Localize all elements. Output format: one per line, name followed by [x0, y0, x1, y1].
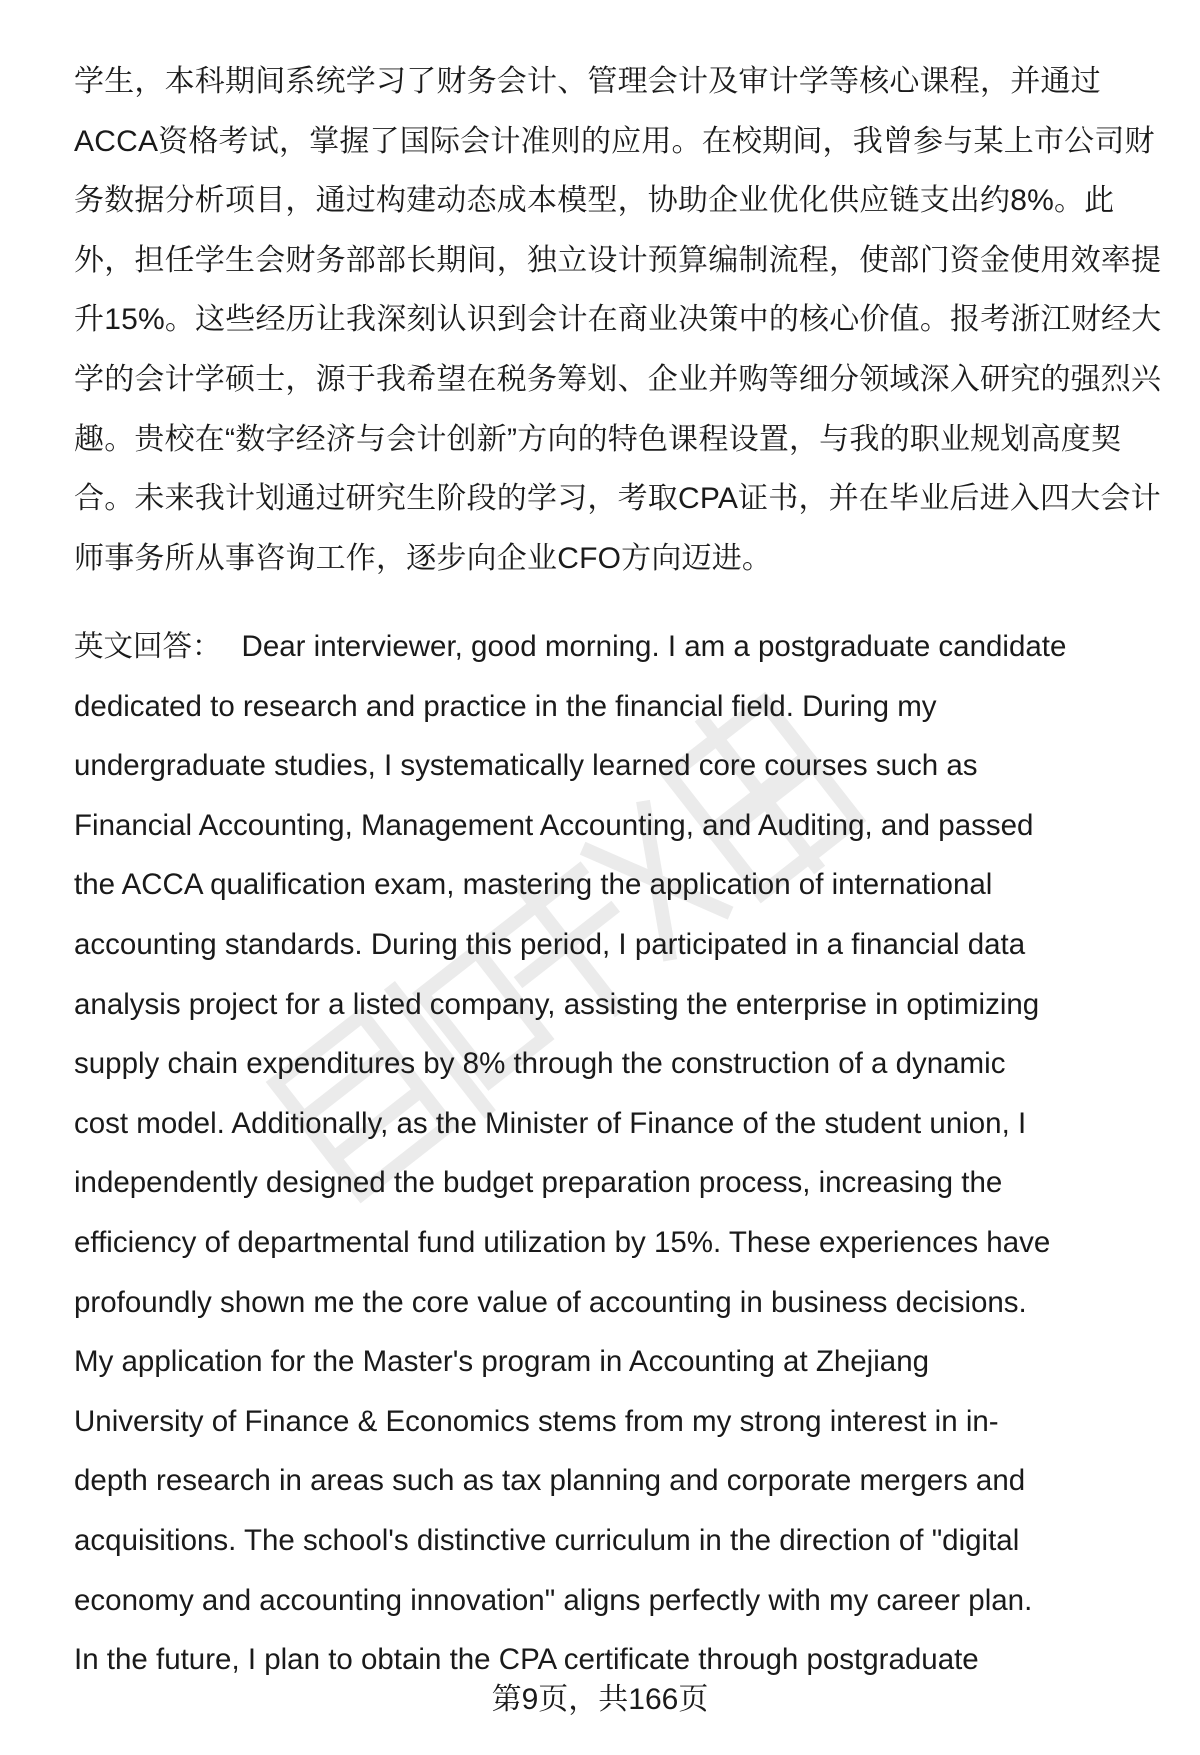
- english-answer-line: analysis project for a listed company, assisting the enterprise in optimizing: [74, 987, 1040, 1021]
- chinese-answer-line: ACCA资格考试，掌握了国际会计准则的应用。在校期间，我曾参与某上市公司财: [74, 124, 1155, 158]
- chinese-answer-line: 升15%。这些经历让我深刻认识到会计在商业决策中的核心价值。报考浙江财经大: [74, 303, 1162, 337]
- english-answer-line: In the future, I plan to obtain the CPA certificate through postgraduate: [74, 1643, 979, 1677]
- chinese-answer-line: 务数据分析项目，通过构建动态成本模型，协助企业优化供应链支出约8%。此: [74, 184, 1115, 218]
- english-answer-label: 英文回答：: [74, 630, 222, 663]
- english-answer-line: independently designed the budget preparation process, increasing the: [74, 1166, 1003, 1200]
- english-answer-first-line: [74, 617, 1154, 677]
- english-answer-line: accounting standards. During this period, I participated in a financial data: [74, 927, 1026, 961]
- english-answer-line: Dear interviewer, good morning. I am a postgraduate candidate: [241, 630, 1067, 663]
- chinese-answer-line: 学的会计学硕士，源于我希望在税务筹划、企业并购等细分领域深入研究的强烈兴: [74, 362, 1162, 396]
- english-answer-line: supply chain expenditures by 8% through the construction of a dynamic: [74, 1047, 1006, 1081]
- english-answer-line: undergraduate studies, I systematically learned core courses such as: [74, 749, 978, 783]
- chinese-answer-line: 学生，本科期间系统学习了财务会计、管理会计及审计学等核心课程，并通过: [74, 65, 1101, 98]
- english-answer-line: profoundly shown me the core value of accounting in business decisions.: [74, 1285, 1027, 1319]
- chinese-answer-line: 趣。贵校在“数字经济与会计创新”方向的特色课程设置，与我的职业规划高度契: [74, 422, 1122, 456]
- english-answer-line: Financial Accounting, Management Accounting, and Auditing, and passed: [74, 808, 1034, 842]
- page-number-footer: 第9页，共166页: [491, 1683, 709, 1716]
- chinese-answer-line: 师事务所从事咨询工作，逐步向企业CFO方向迈进。: [74, 541, 773, 575]
- english-answer-line: acquisitions. The school's distinctive curriculum in the direction of "digital: [74, 1523, 1020, 1557]
- english-answer-line: economy and accounting innovation" aligns perfectly with my career plan.: [74, 1583, 1033, 1617]
- english-answer-line: the ACCA qualification exam, mastering the application of international: [74, 868, 993, 902]
- chinese-answer-line: 外，担任学生会财务部部长期间，独立设计预算编制流程，使部门资金使用效率提: [74, 243, 1162, 277]
- english-answer-line: My application for the Master's program in Accounting at Zhejiang: [74, 1345, 930, 1379]
- english-answer-line: cost model. Additionally, as the Minister of Finance of the student union, I: [74, 1106, 1027, 1140]
- english-answer-line: University of Finance & Economics stems from my strong interest in in-: [74, 1404, 999, 1438]
- english-answer-line: dedicated to research and practice in the financial field. During my: [74, 689, 937, 723]
- english-answer-paragraph: [74, 617, 1154, 1690]
- english-answer-line: efficiency of departmental fund utilization by 15%. These experiences have: [74, 1225, 1051, 1259]
- chinese-answer-line: 合。未来我计划通过研究生阶段的学习，考取CPA证书，并在毕业后进入四大会计: [74, 482, 1161, 516]
- chinese-answer-paragraph: [74, 52, 1162, 588]
- english-answer-line: depth research in areas such as tax planning and corporate mergers and: [74, 1464, 1026, 1498]
